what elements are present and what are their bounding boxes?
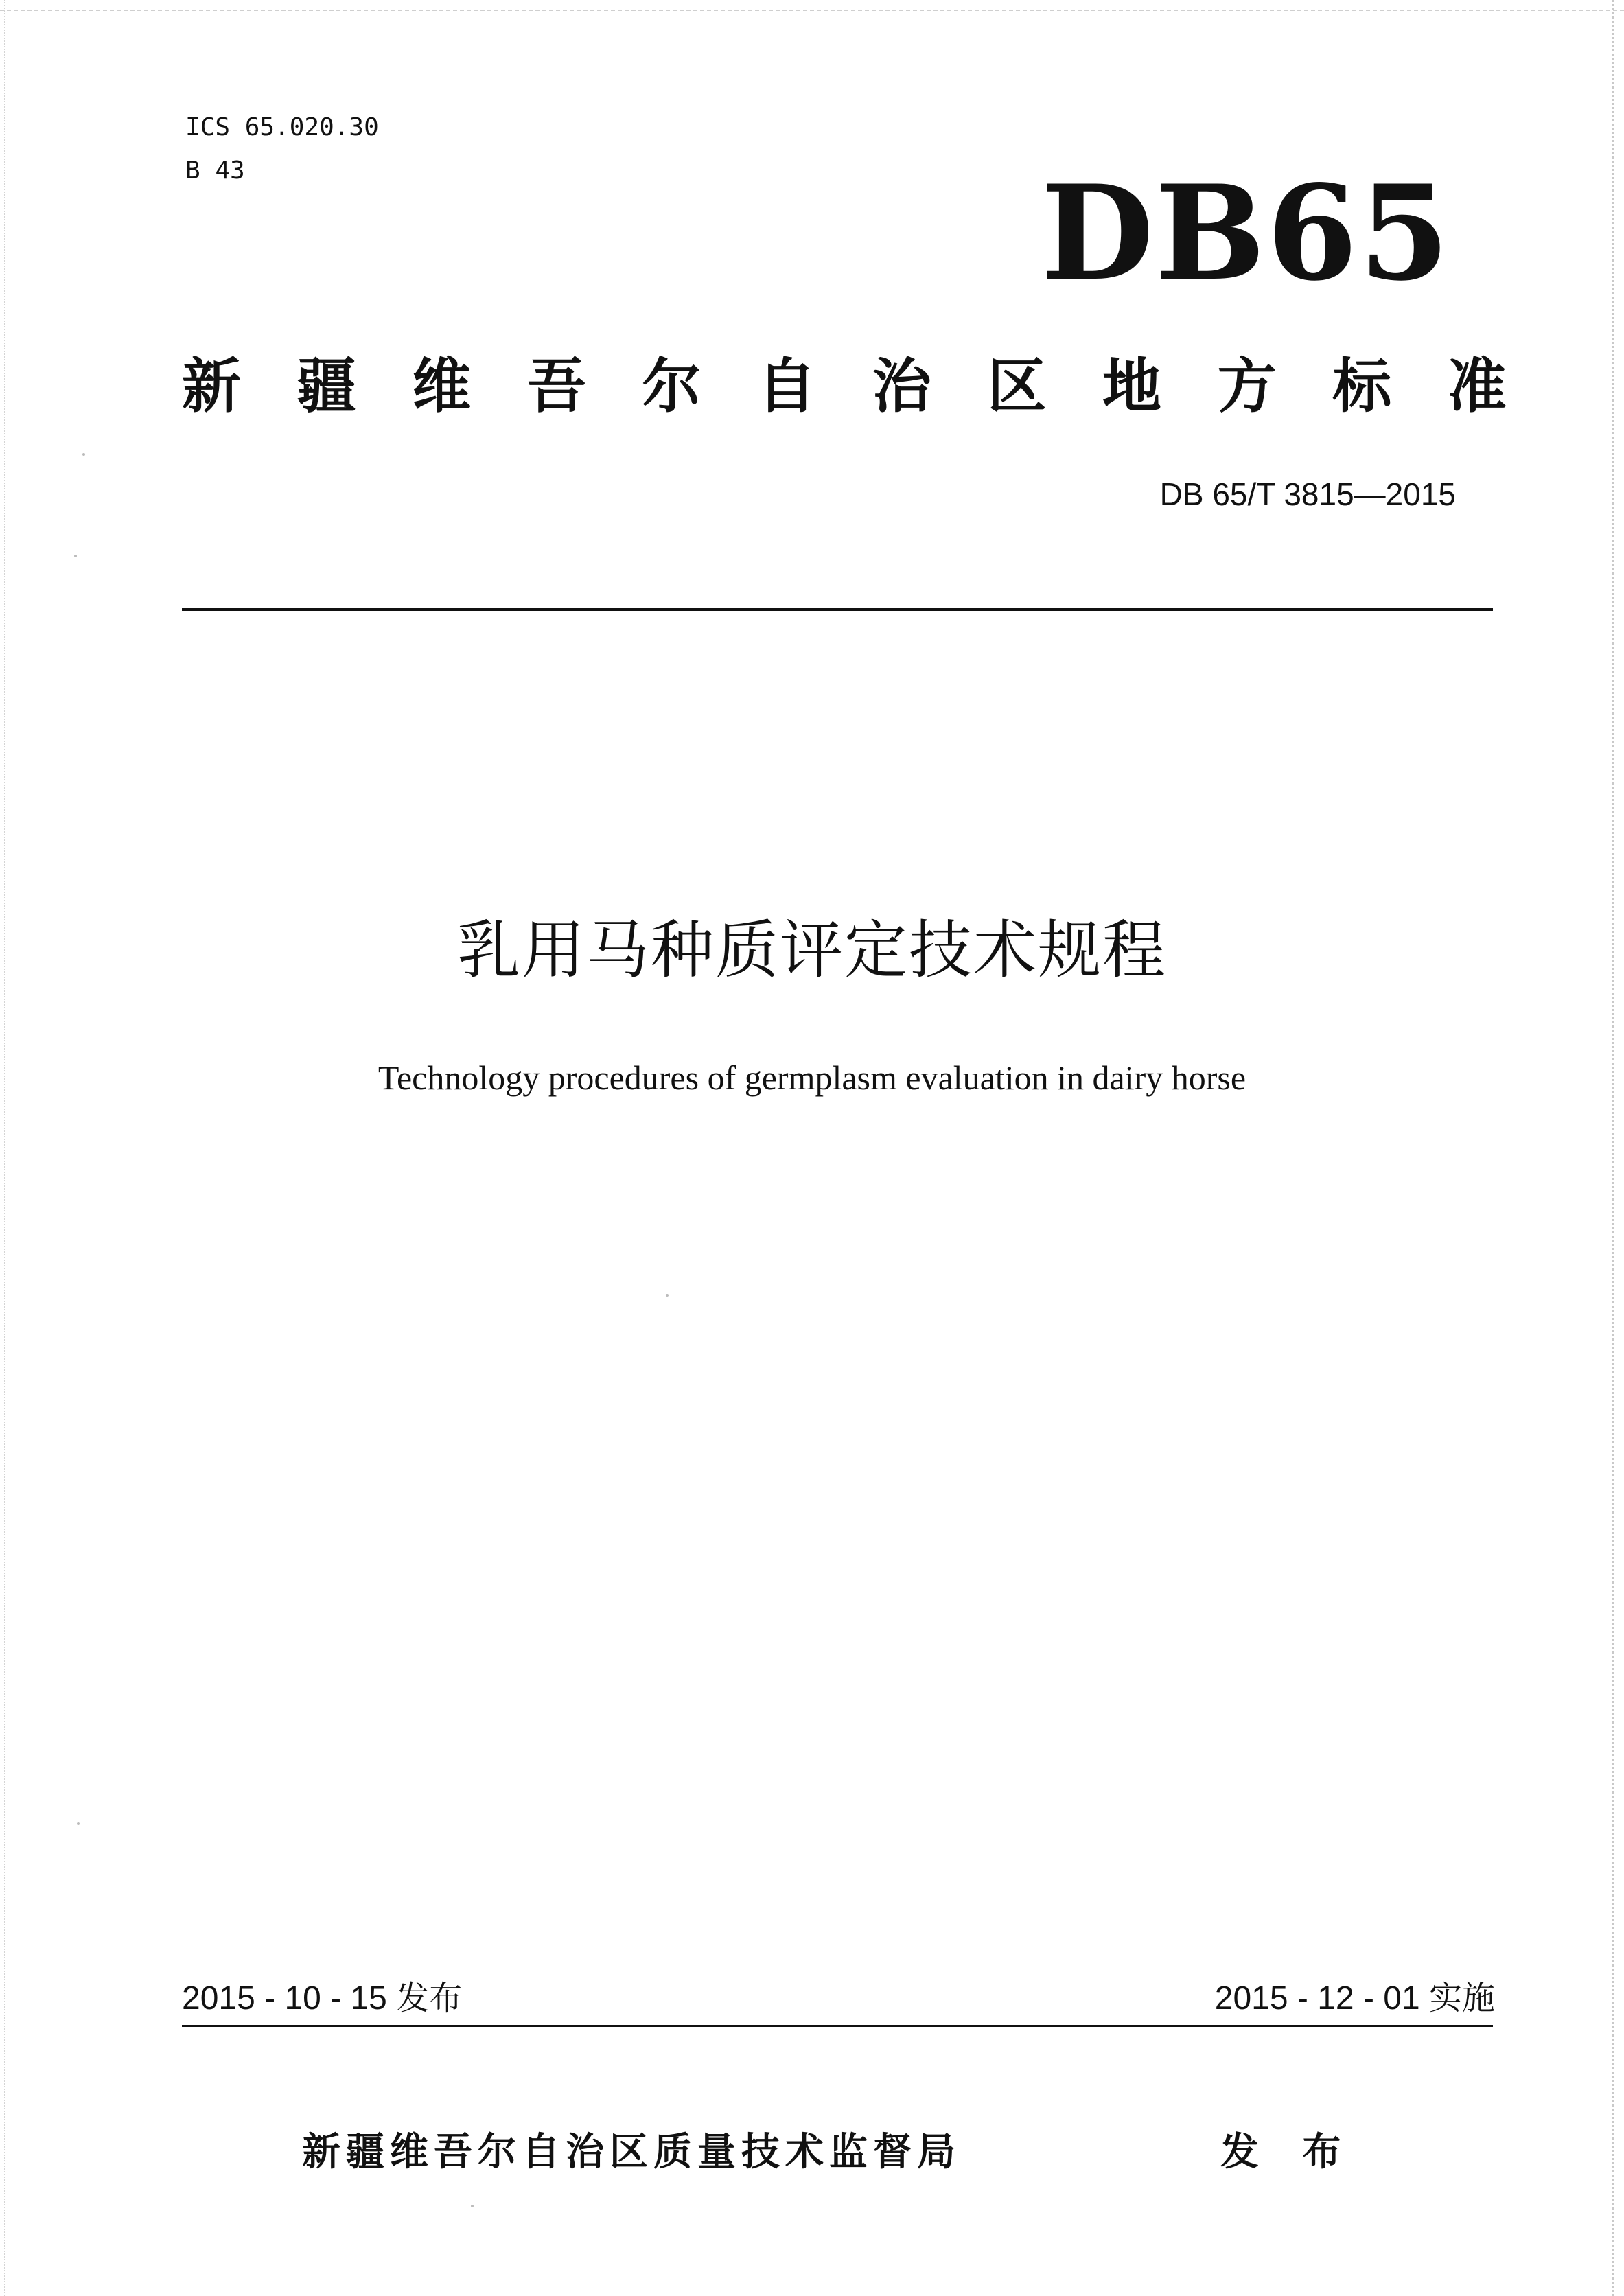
scan-speck	[77, 1822, 80, 1825]
standard-type-heading	[182, 349, 1507, 424]
standard-number: DB 65/T 3815—2015	[1159, 476, 1456, 512]
scan-edge-right	[1612, 0, 1624, 2296]
standard-type-char: 治	[872, 352, 931, 421]
standard-type-char: 自	[757, 352, 817, 421]
standard-type-char: 维	[412, 352, 472, 421]
standard-type-char: 区	[987, 352, 1047, 421]
standard-type-char: 方	[1217, 352, 1277, 421]
issuing-authority: 新疆维吾尔自治区质量技术监督局	[302, 2130, 961, 2175]
title-english: Technology procedures of germplasm evaluation in dairy horse	[378, 1058, 1246, 1097]
header-divider	[182, 608, 1493, 611]
issue-date: 2015 - 10 - 15 发布	[182, 1980, 463, 2017]
standard-logo: DB65	[1041, 156, 1451, 310]
scan-speck	[666, 1294, 669, 1297]
scan-edge-top	[0, 0, 1624, 11]
ccs-code: B 43	[185, 156, 245, 185]
standard-type-char: 疆	[297, 352, 356, 421]
standard-type-char: 地	[1102, 352, 1161, 421]
title-chinese: 乳用马种质评定技术规程	[456, 914, 1167, 987]
standard-type-char: 新	[182, 352, 241, 421]
standard-type-char: 吾	[526, 352, 586, 421]
scan-edge-left	[0, 0, 5, 2296]
footer-divider	[182, 2025, 1493, 2027]
standard-type-char: 标	[1332, 352, 1392, 421]
scan-speck	[74, 555, 77, 557]
scan-speck	[82, 453, 85, 456]
issued-label: 发 布	[1220, 2130, 1356, 2175]
standard-type-char: 尔	[642, 352, 701, 421]
standard-type-char: 准	[1447, 352, 1507, 421]
implementation-date: 2015 - 12 - 01 实施	[1214, 1980, 1495, 2017]
ics-code: ICS 65.020.30	[185, 113, 379, 141]
scan-speck	[471, 2205, 474, 2207]
